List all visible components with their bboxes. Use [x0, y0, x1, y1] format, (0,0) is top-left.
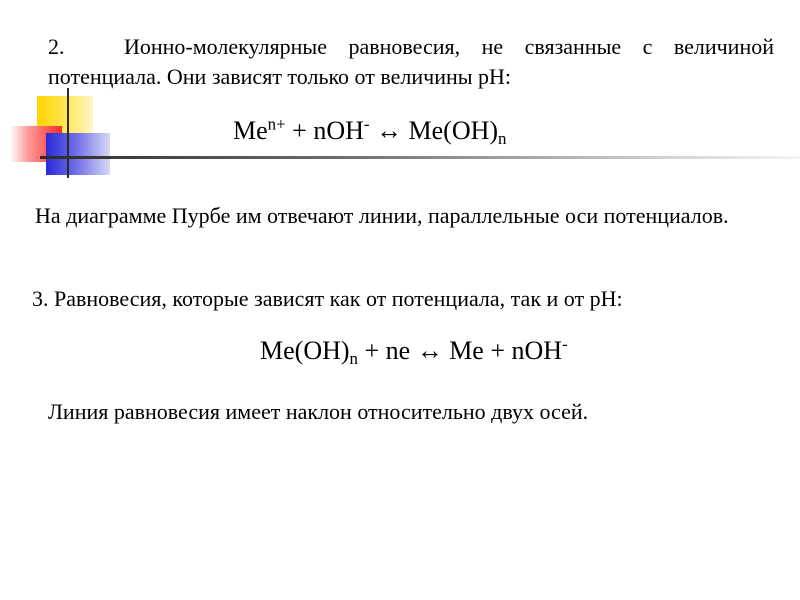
slope-note: Линия равновесия имеет наклон относительно двух осей.	[48, 399, 589, 424]
section-2-text: Ионно-молекулярные равновесия, не связанные с величиной потенциала. Они зависят только от величины pH:	[48, 34, 774, 89]
equation-2-rest: + ne ↔ Me + nOH	[357, 336, 563, 365]
equation-1	[233, 114, 506, 148]
equation-2-charge: -	[562, 334, 568, 354]
decor-blue-square	[46, 133, 110, 175]
equation-1-subscript: n	[498, 129, 507, 149]
equation-1-me-charge: n+	[267, 114, 286, 134]
pourbaix-note: На диаграмме Пурбе им отвечают линии, параллельные оси потенциалов.	[35, 203, 729, 228]
section-3-paragraph: 3. Равновесия, которые зависят как от потенциала, так и от pH:	[32, 286, 623, 311]
equation-1-arrow: ↔ Me(OH)	[369, 116, 499, 145]
equation-1-oh-charge: -	[363, 114, 370, 134]
equation-2-left: Me(OH)	[260, 336, 350, 365]
equation-2-subscript: n	[349, 349, 358, 369]
decor-vertical-line	[67, 88, 69, 178]
equation-2	[260, 334, 568, 368]
decor-horizontal-line	[40, 156, 800, 159]
equation-1-plus: + nOH	[285, 116, 364, 145]
section-2-paragraph	[48, 32, 774, 92]
equation-1-me: Me	[233, 116, 268, 145]
section-2-number: 2.	[48, 34, 65, 59]
